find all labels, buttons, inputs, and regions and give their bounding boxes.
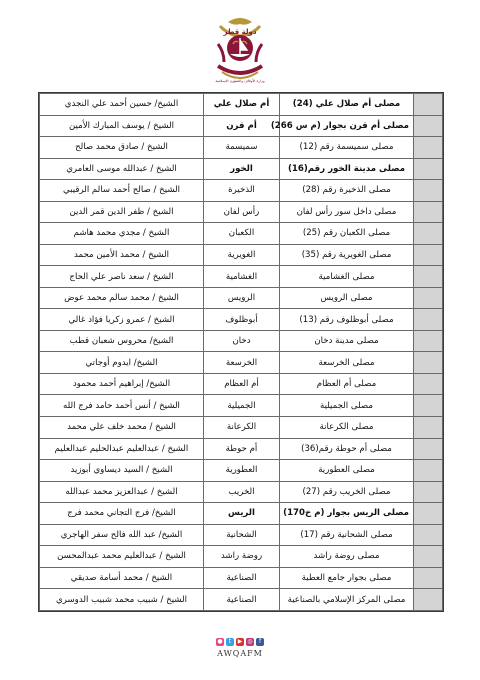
mosque-cell: مصلى بجوار جامع العطية: [280, 567, 414, 589]
mosque-cell: مصلى الريس بجوار (م خ170): [280, 503, 414, 525]
index-cell: [414, 223, 443, 245]
imam-cell: الشيخ / مجدي محمد هاشم: [40, 223, 204, 245]
area-cell: الجميلية: [204, 395, 280, 417]
table-row: [40, 266, 443, 288]
mosque-cell: مصلى الكعبان رقم (25): [280, 223, 414, 245]
table-row: [40, 524, 443, 546]
brand-handle: AWQAFM: [217, 649, 263, 658]
imam-cell: الشيخ/ ايدوم أوجاتي: [40, 352, 204, 374]
area-cell: الشحانية: [204, 524, 280, 546]
area-cell: رأس لفان: [204, 201, 280, 223]
table-row: [40, 416, 443, 438]
imam-cell: الشيخ / محمد أسامة صديقي: [40, 567, 204, 589]
index-cell: [414, 546, 443, 568]
area-cell: الذخيرة: [204, 180, 280, 202]
table-row: [40, 460, 443, 482]
area-cell: الغويرية: [204, 244, 280, 266]
imam-cell: الشيخ / عبدالعليم محمد عبدالمحسن: [40, 546, 204, 568]
imam-cell: الشيخ/ حسين أحمد علي النجدي: [40, 94, 204, 116]
logo-subtext: وزارة الأوقاف والشؤون الإسلامية: [215, 79, 265, 83]
table-row: [40, 589, 443, 611]
youtube-icon[interactable]: ▶: [237, 638, 243, 645]
table-row: [40, 352, 443, 374]
mosque-cell: مصلى الكرعانة: [280, 416, 414, 438]
mosque-cell: مصلى الغشامية: [280, 266, 414, 288]
area-cell: العطورية: [204, 460, 280, 482]
imam-cell: الشيخ/ إبراهيم أحمد محمود: [40, 373, 204, 395]
mosque-cell: مصلى الخرسعة: [280, 352, 414, 374]
area-cell: أم قرن: [204, 115, 280, 137]
area-cell: أم صلال علي: [204, 94, 280, 116]
index-cell: [414, 201, 443, 223]
table-row: [40, 503, 443, 525]
table-row: [40, 330, 443, 352]
table-row: [40, 309, 443, 331]
table-row: [40, 115, 443, 137]
mosque-cell: مصلى داخل سور رأس لفان: [280, 201, 414, 223]
imam-cell: الشيخ/ محروس شعبان قطب: [40, 330, 204, 352]
facebook-icon[interactable]: f: [256, 638, 264, 646]
mosque-cell: مصلى الغويرية رقم (35): [280, 244, 414, 266]
index-cell: [414, 180, 443, 202]
qatar-emblem-logo: [200, 14, 280, 86]
area-cell: الكرعانة: [204, 416, 280, 438]
mosque-cell: مصلى روضة راشد: [280, 546, 414, 568]
mosque-cell: مصلى الخريب رقم (27): [280, 481, 414, 503]
table-row: [40, 373, 443, 395]
mosque-cell: مصلى الشحانية رقم (17): [280, 524, 414, 546]
area-cell: الخرسعة: [204, 352, 280, 374]
area-cell: الخريب: [204, 481, 280, 503]
imam-cell: الشيخ / يوسف المبارك الأمين: [40, 115, 204, 137]
mosque-cell: مصلى سميسمة رقم (12): [280, 137, 414, 159]
index-cell: [414, 373, 443, 395]
table-row: [40, 546, 443, 568]
area-cell: دخان: [204, 330, 280, 352]
table-row: [40, 223, 443, 245]
area-cell: الصناعية: [204, 567, 280, 589]
mosque-cell: مصلى أم قرن بجوار (م س 266): [280, 115, 414, 137]
social-icons: [216, 638, 264, 646]
area-cell: أم العظام: [204, 373, 280, 395]
table-row: [40, 244, 443, 266]
index-cell: [414, 287, 443, 309]
area-cell: أم حوطة: [204, 438, 280, 460]
index-cell: [414, 524, 443, 546]
index-cell: [414, 395, 443, 417]
mosque-cell: مصلى المركز الإسلامي بالصناعية: [280, 589, 414, 611]
table-row: [40, 287, 443, 309]
imam-cell: الشيخ / عبدالله موسى العامري: [40, 158, 204, 180]
imam-cell: الشيخ / محمد الأمين محمد: [40, 244, 204, 266]
table-row: [40, 481, 443, 503]
logo-text: دولة قطر: [223, 28, 257, 36]
area-cell: سميسمة: [204, 137, 280, 159]
imam-cell: الشيخ / صالح أحمد سالم الرقيبي: [40, 180, 204, 202]
twitter-icon[interactable]: t: [226, 638, 234, 646]
mosque-cell: مصلى الرويس: [280, 287, 414, 309]
table-row: [40, 201, 443, 223]
imam-cell: الشيخ / السيد ديساوي أبوزيد: [40, 460, 204, 482]
table-row: [40, 94, 443, 116]
mosque-cell: مصلى العطورية: [280, 460, 414, 482]
index-cell: [414, 266, 443, 288]
imam-cell: الشيخ / عمرو زكريا فؤاد غالي: [40, 309, 204, 331]
index-cell: [414, 309, 443, 331]
mosque-imam-table-grid: [39, 93, 443, 611]
imam-cell: الشيخ / ظفر الدين قمر الدين: [40, 201, 204, 223]
area-cell: روضة راشد: [204, 546, 280, 568]
index-cell: [414, 460, 443, 482]
mosque-cell: مصلى أم صلال علي (24): [280, 94, 414, 116]
area-cell: أبوظلوف: [204, 309, 280, 331]
instagram-icon[interactable]: ◎: [247, 638, 253, 645]
mosque-cell: مصلى أم حوطة رقم(36): [280, 438, 414, 460]
mosque-cell: مصلى مدينة دخان: [280, 330, 414, 352]
imam-cell: الشيخ / محمد سالم محمد عوض: [40, 287, 204, 309]
table-row: [40, 395, 443, 417]
area-cell: الصناعية: [204, 589, 280, 611]
table-row: [40, 158, 443, 180]
index-cell: [414, 158, 443, 180]
imam-cell: الشيخ/ فرج التجاني محمد فرج: [40, 503, 204, 525]
table-row: [40, 438, 443, 460]
index-cell: [414, 481, 443, 503]
index-cell: [414, 589, 443, 611]
imam-cell: الشيخ / أنس أحمد حامد فرج الله: [40, 395, 204, 417]
imam-cell: الشيخ/ عبد الله فالح سفر الهاجري: [40, 524, 204, 546]
area-cell: الغشامية: [204, 266, 280, 288]
imam-cell: الشيخ / عبدالعليم عبدالحليم عبدالعليم: [40, 438, 204, 460]
table-row: [40, 567, 443, 589]
index-cell: [414, 503, 443, 525]
area-cell: الخور: [204, 158, 280, 180]
footer: [0, 628, 480, 658]
index-cell: [414, 115, 443, 137]
area-cell: الرويس: [204, 287, 280, 309]
index-cell: [414, 94, 443, 116]
mosque-cell: مصلى أبوظلوف رقم (13): [280, 309, 414, 331]
imam-cell: الشيخ / صادق محمد صالح: [40, 137, 204, 159]
flickr-icon[interactable]: ●: [217, 638, 223, 645]
index-cell: [414, 438, 443, 460]
index-cell: [414, 244, 443, 266]
index-cell: [414, 416, 443, 438]
area-cell: الريس: [204, 503, 280, 525]
mosque-cell: مصلى مدينة الخور رقم(16): [280, 158, 414, 180]
mosque-cell: مصلى الذخيرة رقم (28): [280, 180, 414, 202]
mosque-imam-table: [38, 92, 444, 612]
mosque-cell: مصلى أم العظام: [280, 373, 414, 395]
table-row: [40, 137, 443, 159]
imam-cell: الشيخ / شبيب محمد شبيب الدوسري: [40, 589, 204, 611]
mosque-cell: مصلى الجميلية: [280, 395, 414, 417]
table-row: [40, 180, 443, 202]
imam-cell: الشيخ / سعد ناصر علي الحاج: [40, 266, 204, 288]
index-cell: [414, 137, 443, 159]
imam-cell: الشيخ / محمد خلف علي محمد: [40, 416, 204, 438]
index-cell: [414, 330, 443, 352]
area-cell: الكعبان: [204, 223, 280, 245]
index-cell: [414, 352, 443, 374]
index-cell: [414, 567, 443, 589]
imam-cell: الشيخ / عبدالعزيز محمد عبدالله: [40, 481, 204, 503]
